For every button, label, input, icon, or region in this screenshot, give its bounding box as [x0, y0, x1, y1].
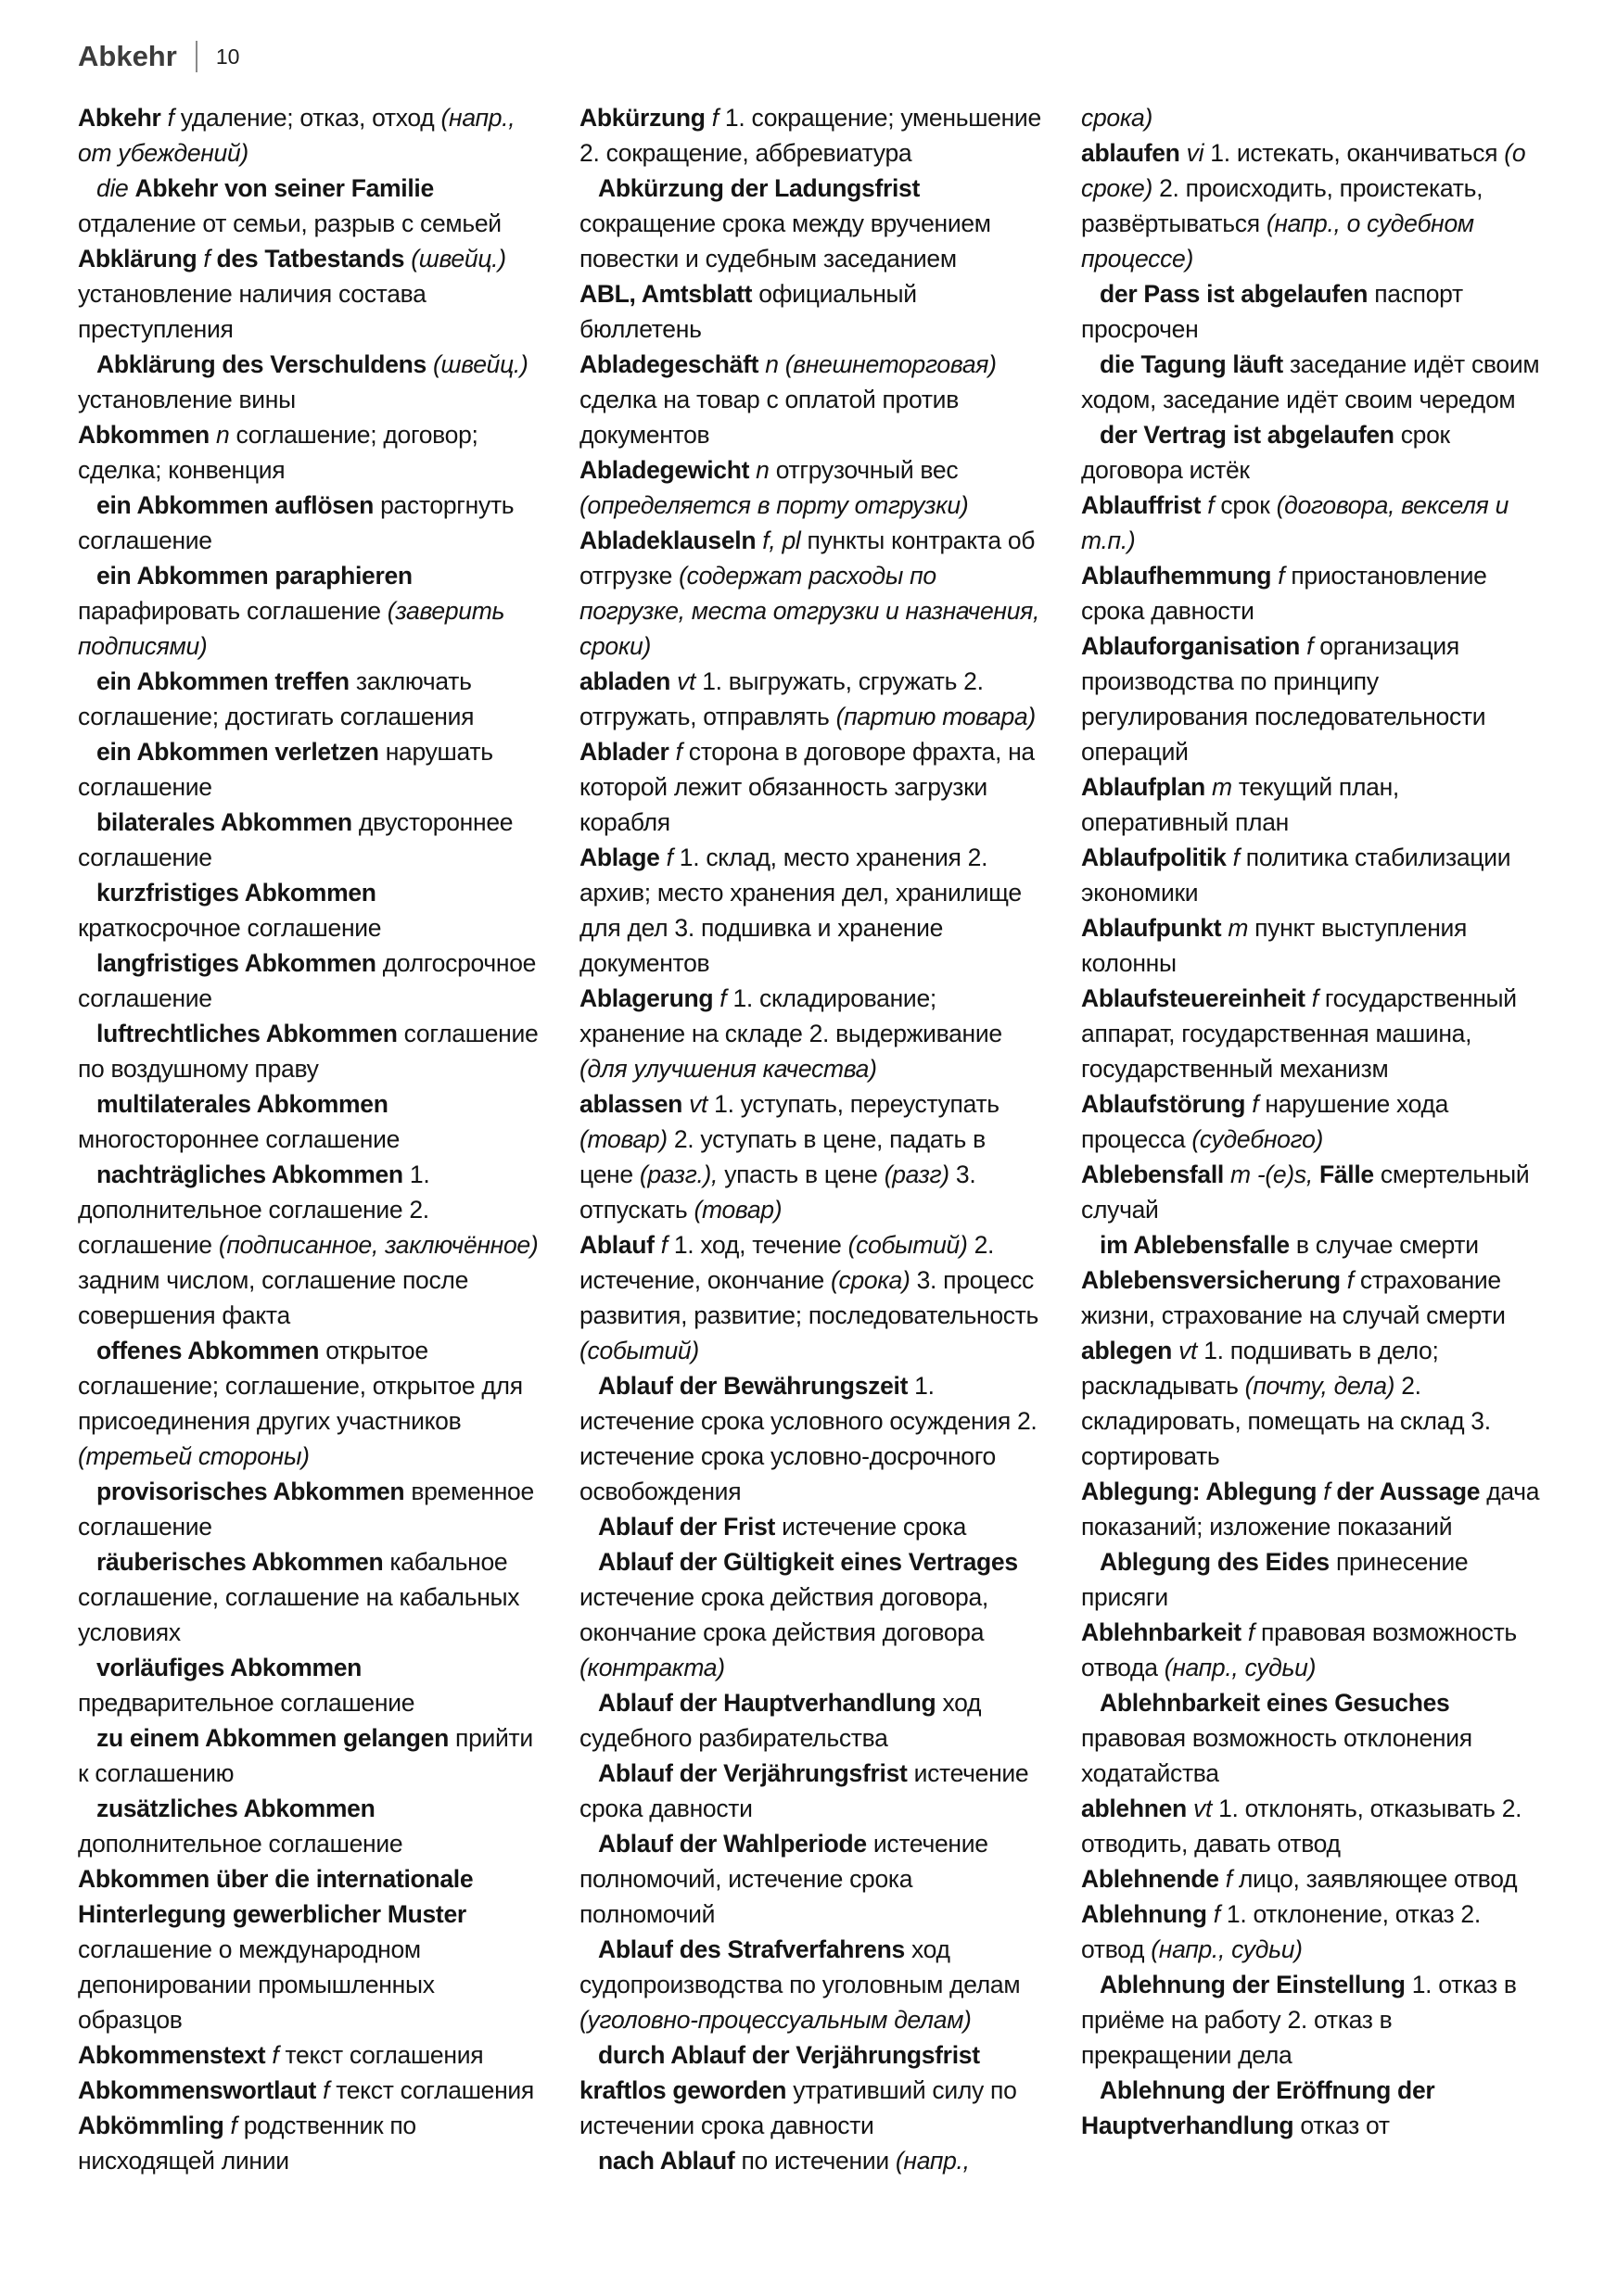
italic-text: (товар)	[579, 1125, 674, 1153]
dictionary-entry	[579, 1756, 1044, 1826]
italic-text: vt	[1193, 1795, 1219, 1822]
italic-text: (почту, дела)	[1244, 1372, 1402, 1400]
translation-text: заключать соглашение; достигать соглашения	[78, 667, 475, 730]
translation-text: 2. истечение, окончание	[579, 1231, 995, 1294]
headword-text: Ablehnbarkeit eines Gesuches	[1100, 1689, 1450, 1717]
translation-text: дача показаний; изложение показаний	[1081, 1478, 1540, 1541]
headword-text: Ablehnung	[1081, 1900, 1214, 1928]
italic-text: f	[660, 1231, 674, 1259]
italic-text: m	[1228, 914, 1255, 942]
translation-text: долгосрочное соглашение	[78, 949, 537, 1012]
translation-text: организация производства по принципу регулирования последовательности операций	[1081, 632, 1486, 766]
headword-text: kurzfristiges Abkommen	[96, 879, 376, 907]
italic-text: f	[1323, 1478, 1337, 1505]
dictionary-entry	[78, 347, 542, 417]
translation-text: дополнительное соглашение	[78, 1830, 403, 1858]
translation-text: соглашение по воздушному праву	[78, 1020, 539, 1083]
italic-text: f	[1311, 984, 1325, 1012]
headword-text: ein Abkommen paraphieren	[96, 562, 413, 590]
headword-text: Abklärung des Verschuldens	[96, 350, 434, 378]
column-3	[1081, 100, 1546, 2178]
dictionary-entry	[1081, 1227, 1546, 1262]
italic-text: (товар)	[694, 1196, 783, 1224]
dictionary-entry	[78, 1157, 542, 1333]
headword-text: durch Ablauf der Verjährungsfrist kraftlos geworden	[579, 2041, 980, 2104]
translation-text: 1. сокращение; уменьшение 2. сокращение, аббревиатура	[579, 104, 1041, 167]
headword-text: Abkehr von seiner Familie	[134, 174, 434, 202]
dictionary-entry	[1081, 1896, 1546, 1967]
translation-text: заседание идёт своим ходом, заседание идёт своим чередом	[1081, 350, 1540, 413]
italic-text: (уголовно-процессуальным делам)	[579, 2006, 972, 2034]
dictionary-entry	[1081, 1967, 1546, 2073]
dictionary-entry	[1081, 135, 1546, 276]
headword-text: räuberisches Abkommen	[96, 1548, 390, 1576]
translation-text: 2. уступать в цене, падать в цене	[579, 1125, 986, 1188]
translation-text: политика стабилизации экономики	[1081, 844, 1511, 907]
dictionary-entry	[1081, 347, 1546, 417]
column-1	[78, 100, 542, 2178]
italic-text: (разг)	[884, 1161, 956, 1188]
headword-text: provisorisches Abkommen	[96, 1478, 412, 1505]
dictionary-entry	[78, 805, 542, 875]
italic-text: f	[272, 2041, 286, 2069]
headword-text: Ablage	[579, 844, 667, 871]
dictionary-entry	[78, 171, 542, 241]
dictionary-entry	[1081, 1544, 1546, 1615]
italic-text: (контракта)	[579, 1654, 725, 1681]
dictionary-entry	[1081, 1474, 1546, 1544]
headword-text: Ablauf	[579, 1231, 661, 1259]
headword-text: Ablehnung der Eröffnung der Hauptverhandlung	[1081, 2076, 1435, 2139]
headword-text: Ablebensfall	[1081, 1161, 1231, 1188]
headword-text: multilaterales Abkommen	[96, 1090, 388, 1118]
dictionary-entry	[78, 558, 542, 664]
dictionary-entry	[579, 523, 1044, 664]
translation-text: нарушение хода процесса	[1081, 1090, 1449, 1153]
headword-text: nachträgliches Abkommen	[96, 1161, 410, 1188]
italic-text: f	[1278, 562, 1292, 590]
italic-text: die	[96, 174, 135, 202]
headword-text: Fälle	[1318, 1161, 1381, 1188]
headword-text: Ablagerung	[579, 984, 720, 1012]
translation-text: сторона в договоре фрахта, на которой лежит обязанность загрузки корабля	[579, 738, 1035, 836]
translation-text: срок договора истёк	[1081, 421, 1450, 484]
headword-text: Abladegeschäft	[579, 350, 766, 378]
dictionary-entry	[579, 1826, 1044, 1932]
headword-text: zusätzliches Abkommen	[96, 1795, 376, 1822]
translation-text: временное соглашение	[78, 1478, 534, 1541]
italic-text: f	[1252, 1090, 1266, 1118]
headword-text: offenes Abkommen	[96, 1337, 326, 1364]
translation-text: открытое соглашение; соглашение, открытое для присоединения других участников	[78, 1337, 523, 1435]
translation-text: 1. отклонять, отказывать 2. отводить, давать отвод	[1081, 1795, 1522, 1858]
italic-text: (напр., от убеждений)	[78, 104, 516, 167]
headword-text: Ablebensversicherung	[1081, 1266, 1347, 1294]
translation-text: расторгнуть соглашение	[78, 491, 515, 554]
headword-text: Ablaufstörung	[1081, 1090, 1253, 1118]
translation-text: государственный аппарат, государственная машина, государственный механизм	[1081, 984, 1517, 1083]
headword-text: Abkürzung	[579, 104, 712, 132]
dictionary-entry	[579, 2143, 1044, 2178]
headword-text: ablegen	[1081, 1337, 1179, 1364]
italic-text: vt	[689, 1090, 715, 1118]
translation-text: 1. склад, место хранения 2. архив; место хранения дел, хранилище для дел 3. подшивка и хранение документов	[579, 844, 1022, 977]
dictionary-entry	[579, 1544, 1044, 1685]
dictionary-entry	[579, 276, 1044, 347]
headword-text: zu einem Abkommen gelangen	[96, 1724, 456, 1752]
translation-text: краткосрочное соглашение	[78, 914, 382, 942]
dictionary-entry	[579, 2037, 1044, 2143]
translation-text: в случае смерти	[1295, 1231, 1479, 1259]
translation-text: утративший силу по истечении срока давности	[579, 2076, 1017, 2139]
headword-text: Ablauf der Frist	[598, 1513, 783, 1541]
dictionary-entry	[1081, 276, 1546, 347]
headword-text: Ablauf des Strafverfahrens	[598, 1935, 911, 1963]
dictionary-entry	[579, 1368, 1044, 1509]
italic-text: (для улучшения качества)	[579, 1055, 877, 1083]
italic-text: n	[756, 456, 776, 484]
italic-text: n	[215, 421, 236, 449]
dictionary-entry	[78, 488, 542, 558]
dictionary-entry	[78, 1086, 542, 1157]
dictionary-entry	[579, 1932, 1044, 2037]
translation-text: истечение полномочий, истечение срока полномочий	[579, 1830, 988, 1928]
dictionary-entry	[1081, 100, 1546, 135]
italic-text: f	[1247, 1618, 1262, 1646]
translation-text: установление наличия состава преступления	[78, 280, 427, 343]
headword-text: Abladeklauseln	[579, 526, 763, 554]
italic-text: vt	[1178, 1337, 1204, 1364]
italic-text: (партию товара)	[835, 703, 1036, 730]
translation-text: кабальное соглашение, соглашение на кабальных условиях	[78, 1548, 520, 1646]
dictionary-entry	[78, 2073, 542, 2108]
italic-text: f	[167, 104, 181, 132]
translation-text: ход судопроизводства по уголовным делам	[579, 1935, 1021, 1998]
translation-text: прийти к соглашению	[78, 1724, 533, 1787]
italic-text: f	[675, 738, 689, 766]
translation-text: пункт выступления колонны	[1081, 914, 1468, 977]
headword-text: Abkehr	[78, 104, 168, 132]
page-header	[0, 0, 1617, 78]
dictionary-entry	[579, 100, 1044, 171]
dictionary-entry	[579, 1509, 1044, 1544]
italic-text: f	[666, 844, 680, 871]
page-number: 10	[215, 44, 240, 69]
translation-text: 3. процесс развития, развитие; последовательность	[579, 1266, 1039, 1329]
translation-text: 1. отклонение, отказ 2. отвод	[1081, 1900, 1481, 1963]
headword-text: die Tagung läuft	[1100, 350, 1290, 378]
dictionary-entry	[78, 1791, 542, 1861]
headword-text: Ablaufpunkt	[1081, 914, 1229, 942]
dictionary-entry	[579, 840, 1044, 981]
headword-text: der Aussage	[1336, 1478, 1487, 1505]
translation-text: парафировать соглашение	[78, 597, 388, 625]
headword-text: Ablader	[579, 738, 676, 766]
italic-text: (событий)	[847, 1231, 974, 1259]
headword-text: Abkommen	[78, 421, 216, 449]
dictionary-entry	[1081, 1157, 1546, 1227]
translation-text: принесение присяги	[1081, 1548, 1469, 1611]
italic-text: f, pl	[762, 526, 808, 554]
dictionary-entry	[1081, 558, 1546, 628]
dictionary-entry	[78, 1016, 542, 1086]
italic-text: f	[1213, 1900, 1227, 1928]
translation-text: 1. уступать, переуступать	[714, 1090, 999, 1118]
translation-text: по истечении	[741, 2147, 896, 2175]
translation-text: правовая возможность отклонения ходатайства	[1081, 1724, 1472, 1787]
italic-text: f	[230, 2112, 244, 2139]
italic-text: (напр., судьи)	[1151, 1935, 1303, 1963]
dictionary-entry	[1081, 488, 1546, 558]
dictionary-entry	[1081, 1615, 1546, 1685]
italic-text: (событий)	[579, 1337, 699, 1364]
headword-text: Ablauforganisation	[1081, 632, 1307, 660]
headword-text: des Tatbestands	[216, 245, 412, 273]
dictionary-entry	[1081, 417, 1546, 488]
headword-text: Abkommen über die internationale Hinterlegung gewerblicher Muster	[78, 1865, 474, 1928]
headword-text: Ablaufsteuereinheit	[1081, 984, 1312, 1012]
headword-text: Ablehnung der Einstellung	[1100, 1971, 1412, 1998]
italic-text: n (внешнеторговая)	[765, 350, 997, 378]
translation-text: 2. происходить, проистекать, развёртываться	[1081, 174, 1483, 237]
translation-text: сокращение срока между вручением повестки и судебным заседанием	[579, 209, 991, 273]
translation-text: текст соглашения	[336, 2076, 534, 2104]
dictionary-entry	[579, 452, 1044, 523]
translation-text: удаление; отказ, отход	[180, 104, 441, 132]
translation-text: срок	[1220, 491, 1277, 519]
dictionary-entry	[1081, 1333, 1546, 1474]
headword-text: Ablauf der Gültigkeit eines Vertrages	[598, 1548, 1018, 1576]
translation-text: 1. выгружать, сгружать 2. отгружать, отправлять	[579, 667, 984, 730]
dictionary-entry	[1081, 1685, 1546, 1791]
headword-text: Ablauf der Verjährungsfrist	[598, 1759, 914, 1787]
translation-text: 2. складировать, помещать на склад 3. сортировать	[1081, 1372, 1491, 1470]
headword-text: vorläufiges Abkommen	[96, 1654, 363, 1681]
dictionary-entry	[78, 1544, 542, 1650]
headword-text: der Vertrag ist abgelaufen	[1100, 421, 1401, 449]
headword-text: Ablegung des Eides	[1100, 1548, 1336, 1576]
translation-text: 1. отказ в приёме на работу 2. отказ в прекращении дела	[1081, 1971, 1517, 2069]
headword-text: ablaufen	[1081, 139, 1187, 167]
italic-text: (договора, векселя и т.п.)	[1081, 491, 1509, 554]
translation-text: установление вины	[78, 386, 296, 413]
headword-text: ein Abkommen verletzen	[96, 738, 386, 766]
translation-text: предварительное соглашение	[78, 1689, 415, 1717]
headword-text: Ablauf der Wahlperiode	[598, 1830, 873, 1858]
italic-text: f	[1232, 844, 1246, 871]
dictionary-entry	[78, 1650, 542, 1720]
italic-text: f	[1346, 1266, 1360, 1294]
translation-text: лицо, заявляющее отвод	[1238, 1865, 1518, 1893]
italic-text: (швейц.)	[411, 245, 506, 273]
translation-text: официальный бюллетень	[579, 280, 917, 343]
dictionary-entry	[78, 1474, 542, 1544]
dictionary-entry	[78, 1861, 542, 2037]
translation-text: сделка на товар с оплатой против документов	[579, 386, 959, 449]
dictionary-entry	[1081, 769, 1546, 840]
translation-text: пункты контракта об отгрузке	[579, 526, 1036, 590]
header-divider	[196, 41, 197, 72]
dictionary-entry	[78, 417, 542, 488]
italic-text: f	[1306, 632, 1320, 660]
dictionary-entry	[1081, 840, 1546, 910]
headword-text: der Pass ist abgelaufen	[1100, 280, 1375, 308]
columns-container	[0, 78, 1617, 2178]
translation-text: страхование жизни, страхование на случай смерти	[1081, 1266, 1506, 1329]
translation-text: 1. истекать, оканчиваться	[1210, 139, 1505, 167]
headword-text: Abladegewicht	[579, 456, 757, 484]
headword-text: Ablehnende	[1081, 1865, 1226, 1893]
headword-text: Ablauf der Hauptverhandlung	[598, 1689, 943, 1717]
dictionary-entry	[579, 1685, 1044, 1756]
translation-text: упасть в цене	[724, 1161, 885, 1188]
translation-text: приостановление срока давности	[1081, 562, 1487, 625]
headword-text: Ablaufhemmung	[1081, 562, 1279, 590]
dictionary-entry	[1081, 628, 1546, 769]
dictionary-entry	[579, 734, 1044, 840]
italic-text: (подписанное, заключённое)	[218, 1231, 539, 1259]
headword-text: ABL, Amtsblatt	[579, 280, 759, 308]
translation-text: текущий план, оперативный план	[1081, 773, 1399, 836]
italic-text: срока)	[1081, 104, 1153, 132]
translation-text: ход судебного разбирательства	[579, 1689, 982, 1752]
headword-text: Ablaufplan	[1081, 773, 1212, 801]
headword-text: ablehnen	[1081, 1795, 1193, 1822]
translation-text: соглашение о международном депонировании промышленных образцов	[78, 1935, 435, 2034]
italic-text: (заверить подписями)	[78, 597, 505, 660]
translation-text: 1. подшивать в дело; раскладывать	[1081, 1337, 1439, 1400]
dictionary-entry	[78, 734, 542, 805]
italic-text: (содержат расходы по погрузке, места отгрузки и назначения, сроки)	[579, 562, 1040, 660]
headword-text: nach Ablauf	[598, 2147, 742, 2175]
dictionary-entry	[1081, 1086, 1546, 1157]
translation-text: отгрузочный вес	[775, 456, 959, 484]
italic-text: f	[719, 984, 733, 1012]
dictionary-entry	[78, 945, 542, 1016]
translation-text: отказ от	[1300, 2112, 1390, 2139]
dictionary-entry	[78, 100, 542, 171]
italic-text: (определяется в порту отгрузки)	[579, 491, 969, 519]
italic-text: (напр.,	[895, 2147, 970, 2175]
headword-text: Abkommenswortlaut	[78, 2076, 324, 2104]
translation-text: истечение срока	[782, 1513, 967, 1541]
headword-text: ein Abkommen treffen	[96, 667, 356, 695]
italic-text: m -(e)s,	[1230, 1161, 1319, 1188]
headword-text: Abklärung	[78, 245, 204, 273]
dictionary-entry	[1081, 910, 1546, 981]
italic-text: vi	[1186, 139, 1211, 167]
headword-text: ablassen	[579, 1090, 690, 1118]
dictionary-entry	[579, 664, 1044, 734]
dictionary-entry	[78, 2108, 542, 2178]
translation-text: текст соглашения	[285, 2041, 484, 2069]
dictionary-entry	[579, 347, 1044, 452]
dictionary-entry	[78, 241, 542, 347]
italic-text: (срока)	[830, 1266, 917, 1294]
headword-text: langfristiges Abkommen	[96, 949, 383, 977]
translation-text: задним числом, соглашение после совершения факта	[78, 1266, 469, 1329]
dictionary-entry	[1081, 1861, 1546, 1896]
dictionary-entry	[1081, 981, 1546, 1086]
italic-text: (разг.),	[639, 1161, 725, 1188]
headword-text: bilaterales Abkommen	[96, 808, 359, 836]
headword-text: luftrechtliches Abkommen	[96, 1020, 404, 1047]
dictionary-entry	[579, 171, 1044, 276]
headword-text: ein Abkommen auflösen	[96, 491, 381, 519]
translation-text: 1. дополнительное соглашение 2. соглашение	[78, 1161, 430, 1259]
dictionary-entry	[78, 2037, 542, 2073]
italic-text: f	[711, 104, 725, 132]
dictionary-entry	[78, 875, 542, 945]
italic-text: vt	[677, 667, 703, 695]
translation-text: многостороннее соглашение	[78, 1125, 401, 1153]
dictionary-entry	[78, 664, 542, 734]
headword-text: Ablegung: Ablegung	[1081, 1478, 1324, 1505]
translation-text: смертельный случай	[1081, 1161, 1530, 1224]
headword-text: abladen	[579, 667, 678, 695]
translation-text: соглашение; договор; сделка; конвенция	[78, 421, 478, 484]
italic-text: (напр., судьи)	[1164, 1654, 1317, 1681]
dictionary-entry	[78, 1333, 542, 1474]
translation-text: истечение срока действия договора, окончание срока действия договора	[579, 1583, 988, 1646]
headword-text: Ablaufpolitik	[1081, 844, 1233, 871]
dictionary-entry	[78, 1720, 542, 1791]
headword-text: Abkürzung der Ladungsfrist	[598, 174, 921, 202]
guide-word: Abkehr	[78, 40, 177, 72]
headword-text: Ablehnbarkeit	[1081, 1618, 1248, 1646]
italic-text: f	[1207, 491, 1221, 519]
dictionary-entry	[1081, 1791, 1546, 1861]
column-2	[579, 100, 1044, 2178]
dictionary-entry	[579, 1227, 1044, 1368]
italic-text: (судебного)	[1191, 1125, 1324, 1153]
headword-text: Abkommenstext	[78, 2041, 273, 2069]
translation-text: 3. отпускать	[579, 1161, 976, 1224]
translation-text: истечение срока давности	[579, 1759, 1029, 1822]
translation-text: 1. истечение срока условного осуждения 2. истечение срока условно-досрочного освобождения	[579, 1372, 1038, 1505]
headword-text: Abkömmling	[78, 2112, 231, 2139]
italic-text: (швейц.)	[433, 350, 528, 378]
translation-text: 1. складирование; хранение на складе 2. выдерживание	[579, 984, 1002, 1047]
translation-text: отдаление от семьи, разрыв с семьей	[78, 209, 502, 237]
dictionary-entry	[1081, 1262, 1546, 1333]
italic-text: (напр., о судебном процессе)	[1081, 209, 1474, 273]
translation-text: нарушать соглашение	[78, 738, 493, 801]
dictionary-entry	[579, 1086, 1044, 1227]
translation-text: паспорт просрочен	[1081, 280, 1463, 343]
dictionary-entry	[579, 981, 1044, 1086]
translation-text: правовая возможность отвода	[1081, 1618, 1517, 1681]
dictionary-entry	[1081, 2073, 1546, 2143]
translation-text: двустороннее соглашение	[78, 808, 514, 871]
italic-text: f	[323, 2076, 337, 2104]
italic-text: (о сроке)	[1081, 139, 1526, 202]
translation-text: родственник по нисходящей линии	[78, 2112, 416, 2175]
translation-text: 1. ход, течение	[673, 1231, 848, 1259]
headword-text: im Ablebensfalle	[1100, 1231, 1296, 1259]
italic-text: f	[1225, 1865, 1239, 1893]
headword-text: Ablauffrist	[1081, 491, 1208, 519]
italic-text: m	[1211, 773, 1239, 801]
italic-text: f	[203, 245, 217, 273]
italic-text: (третьей стороны)	[78, 1442, 310, 1470]
headword-text: Ablauf der Bewährungszeit	[598, 1372, 915, 1400]
